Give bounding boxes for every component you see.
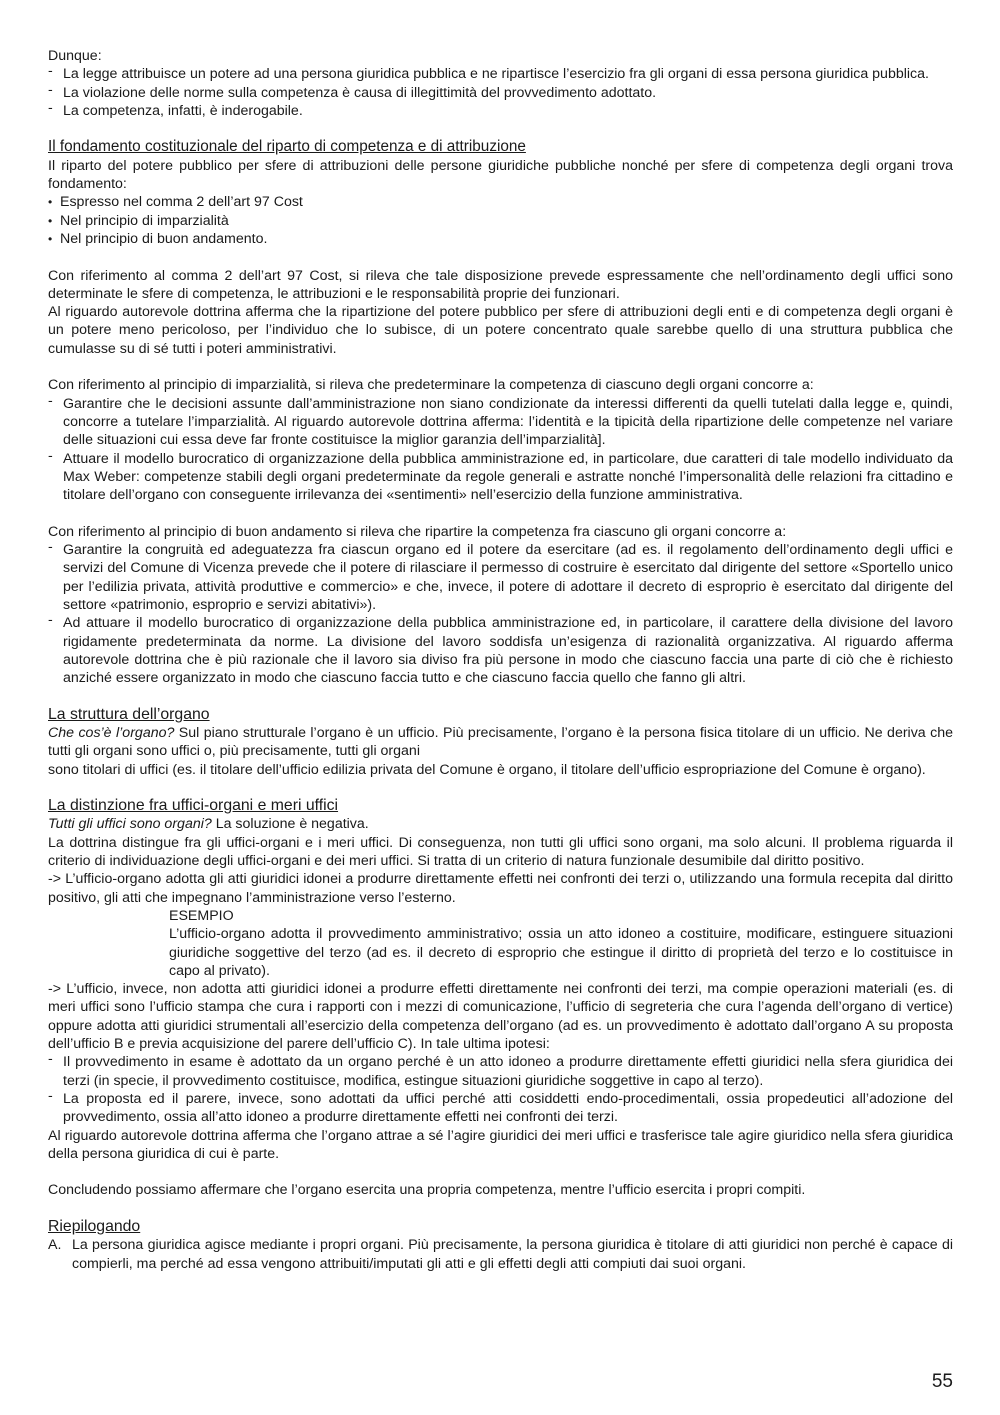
list-item: • Espresso nel comma 2 dell’art 97 Cost [48,193,953,211]
fondamento-bullets [48,193,953,248]
document-page [48,47,953,1273]
question-text: Tutti gli uffici sono organi? [48,816,212,833]
list-item: - Ad attuare il modello burocratico di organizzazione della pubblica amministrazione ed, in particolare, il carattere della divisione del lavoro rigidamente predeterminata da norme. La divisione del lavoro soddisfa un’esigenza di razionalità organizzativa. Al riguardo afferma autorevole dottrina che è più razionale che il lavoro sia diviso fra più persone in modo che ciascuno faccia una parte di ciò che è richiesto anziché essere organizzato in modo che ciascuno faccia tutto e che ciascuno faccia quello che fanno gli altri. [48,614,953,687]
list-item: • Nel principio di buon andamento. [48,230,953,248]
riepilogando-list [48,1236,953,1273]
list-item: - La legge attribuisce un potere ad una persona giuridica pubblica e ne ripartisce l’esercizio fra gli organi di essa persona giuridica pubblica. [48,65,953,83]
paragraph-text: Sul piano strutturale l’organo è un ufficio. Più precisamente, l’organo è la persona fisica titolare di un ufficio. Ne deriva che tutti gli organi sono uffici o, più precisamente, tutti gli organi [48,724,953,760]
paragraph: Al riguardo autorevole dottrina afferma che la ripartizione del potere pubblico per sfere di attribuzioni degli enti e di competenza degli organi è un potere meno pericoloso, per l’individuo che lo subisce, di un potere concentrato quale sarebbe quello di una struttura pubblica che cumulasse su di sé tutti i poteri amministrativi. [48,304,953,357]
list-item: - Garantire la congruità ed adeguatezza fra ciascun organo ed il potere da esercitare (ad es. il regolamento dell’ordinamento degli uffici e servizi del Comune di Vicenza prevede che il potere di rilasciare il permesso di costruire è esercitato dal dirigente del settore «Sportello unico per l’edilizia privata, attività produttive e commercio» e che, invece, il potere di adottare il decreto di esproprio è esercitato dal dirigente del settore «patrimonio, esproprio e servizi abitativi»). [48,541,953,614]
example-text: L’ufficio-organo adotta il provvedimento amministrativo; ossia un atto idoneo a costituire, modificare, estinguere situazioni giuridiche soggettive del terzo (ad es. il decreto di esproprio che estingue il diritto di proprietà del terzo e lo costituisce in capo al privato). [169,926,953,979]
example-label: ESEMPIO [169,907,234,924]
paragraph: Concludendo possiamo affermare che l’organo esercita una propria competenza, mentre l’ufficio esercita i propri compiti. [48,1182,806,1199]
section-heading-fondamento: Il fondamento costituzionale del riparto di competenza e di attribuzione [48,138,526,156]
paragraph: Con riferimento al principio di imparzialità, si rileva che predeterminare la competenza di ciascuno degli organi concorre a: [48,377,814,394]
list-item: - Garantire che le decisioni assunte dall’amministrazione non siano condizionate da interessi differenti da quelli tutelati dalla legge e, quindi, concorre a tutelare l’imparzialità. Al riguardo autorevole dottrina afferma: l’identità e la tipicità della ripartizione delle competenze nel variare delle situazioni cui essa deve far fronte costituisce la miglior garanzia dell’imparzialità]. [48,395,953,450]
section-heading-riepilogando: Riepilogando [48,1218,141,1235]
list-item: • Nel principio di imparzialità [48,212,953,230]
paragraph: Il riparto del potere pubblico per sfere di attribuzioni delle persone giuridiche pubbliche nonché per sfere di competenza degli organi trova fondamento: [48,157,953,193]
distinzione-list [48,1053,953,1126]
list-item: - La competenza, infatti, è inderogabile. [48,102,953,120]
paragraph [48,815,953,833]
paragraph: Con riferimento al principio di buon andamento si rileva che ripartire la competenza fra ciascuno gli organi concorre a: [48,523,787,540]
list-item: - Attuare il modello burocratico di organizzazione della pubblica amministrazione ed, in particolare, due caratteri di tale modello individuato da Max Weber: competenze stabili degli organi predeterminate da regole generali e astratte nonché l’impersonalità delle relazioni fra cittadino e titolare dell’organo con conseguente irrilevanza dei «sentimenti» nell’esercizio della funzione amministrativa. [48,450,953,505]
paragraph: Con riferimento al comma 2 dell’art 97 Cost, si rileva che tale disposizione prevede espressamente che nell’ordinamento degli uffici sono determinate le sfere di competenza, le attribuzioni e le responsabilità proprie dei funzionari. [48,267,953,302]
intro-lead: Dunque: [48,48,102,64]
intro-list [48,65,953,120]
page-number: 55 [931,1371,953,1392]
example-block [48,907,953,980]
section-heading-struttura: La struttura dell’organo [48,705,210,723]
list-item-text: La persona giuridica agisce mediante i propri organi. Più precisamente, la persona giuridica è titolare di atti giuridici non perché è capace di compierli, ma perché ad essa vengono attribuiti/imputati gli atti e gli effetti degli atti compiuti dai suoi organi. [72,1237,953,1272]
list-marker: A. [48,1237,62,1254]
paragraph: Al riguardo autorevole dottrina afferma che l’organo attrae a sé l’agire giuridici dei meri uffici e trasferisce tale agire giuridico nella sfera giuridica della persona giuridica di cui è parte. [48,1127,953,1162]
question-text: Che cos’è l’organo? [48,724,175,741]
list-item: - La proposta ed il parere, invece, sono adottati da uffici perché atti cosiddetti endo-procedimentali, ossia propedeutici all’adozione del provvedimento, ossia all’atto idoneo a produrre direttamente effetti nei confronti dei terzi. [48,1090,953,1127]
list-item: - La violazione delle norme sulla competenza è causa di illegittimità del provvedimento adottato. [48,84,953,102]
paragraph [48,724,953,761]
paragraph: -> L’ufficio, invece, non adotta atti giuridici idonei a produrre effetti direttamente nei confronti dei terzi, ma compie operazioni materiali (es. di meri uffici sono l’ufficio stampa che cura i rapporti con i mezzi di comunicazione, l’ufficio di segreteria che cura l’agenda dell’organo di vertice) oppure adotta atti giuridici strumentali all’esercizio della competenza dell’organo (ad es. un provvedimento è adottato dall’organo A su proposta dell’ufficio B e previa acquisizione del parere dell’ufficio C). In tale ultima ipotesi: [48,981,953,1053]
paragraph: -> L’ufficio-organo adotta gli atti giuridici idonei a produrre direttamente effetti nei confronti dei terzi o, utilizzando una formula recepita dal diritto positivo, gli atti che impegnano l’amministrazione verso l’esterno. [48,871,953,906]
answer-text: La soluzione è negativa. [211,816,369,833]
paragraph: sono titolari di uffici (es. il titolare dell’ufficio edilizia privata del Comune è organo, il titolare dell’ufficio espropriazione del Comune è organo). [48,761,926,778]
paragraph: La dottrina distingue fra gli uffici-organi e i meri uffici. Di conseguenza, non tutti gli uffici sono organi, ma solo alcuni. Il problema riguarda il criterio di individuazione degli uffici-organi e dei meri uffici. Si tratta di un criterio di natura funzionale desumibile dal diritto positivo. [48,834,953,870]
buon-andamento-list [48,541,953,687]
section-heading-distinzione: La distinzione fra uffici-organi e meri uffici [48,797,339,815]
list-item: - Il provvedimento in esame è adottato da un organo perché è un atto idoneo a produrre direttamente effetti giuridici nella sfera giuridica dei terzi (in specie, il provvedimento costituisce, modifica, estingue situazioni giuridiche soggettive in capo al terzo). [48,1053,953,1090]
list-item [48,1236,953,1273]
imparzialita-list [48,395,953,505]
